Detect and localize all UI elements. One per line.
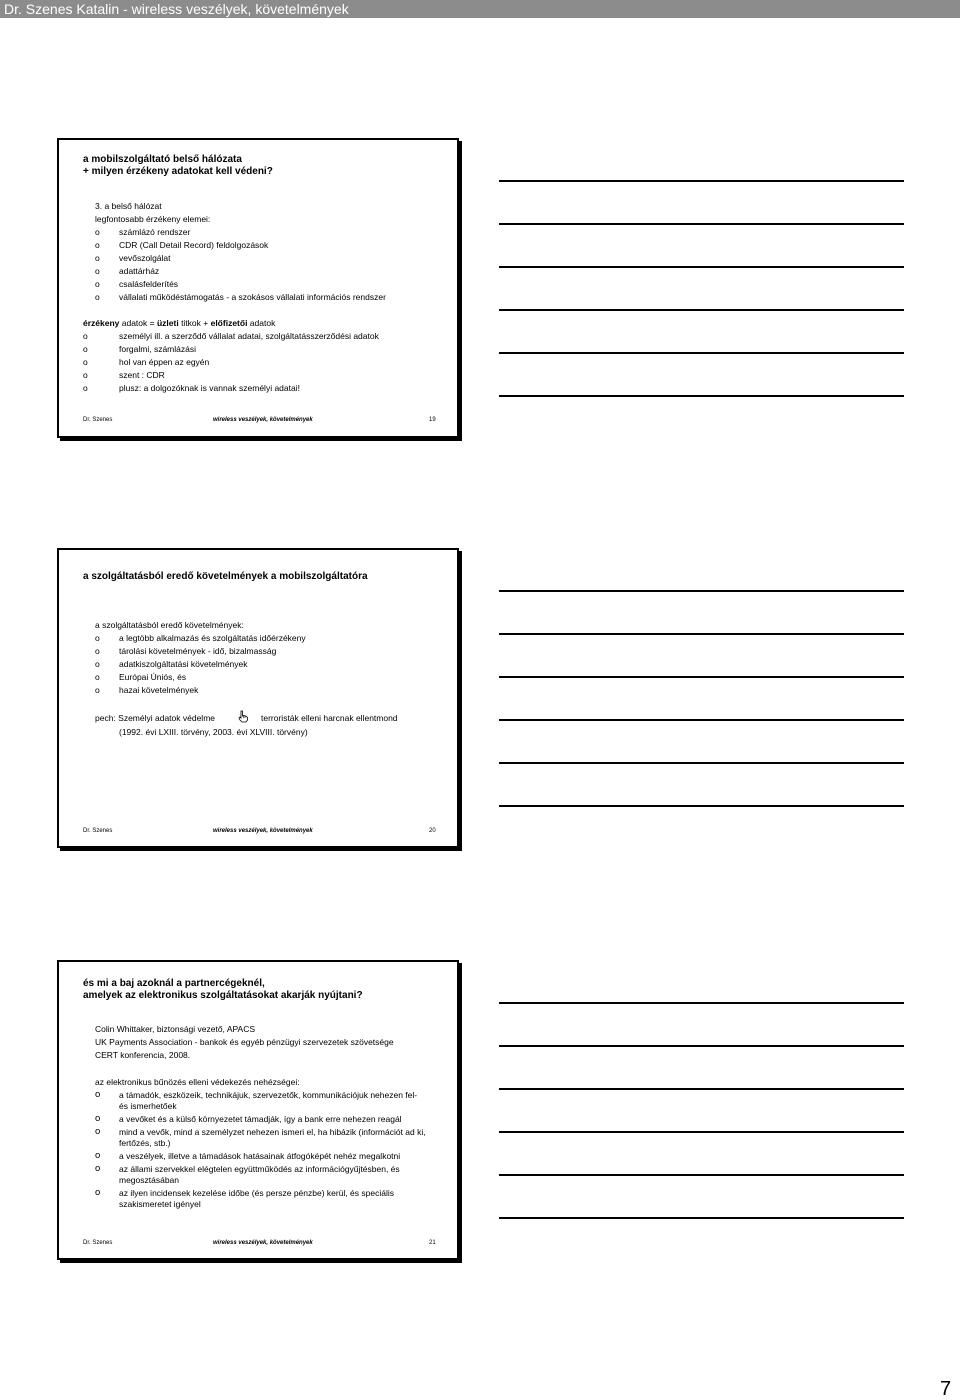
notes-line xyxy=(499,1088,904,1090)
bullet-marker: o xyxy=(95,240,100,250)
pech-line: pech: Személyi adatok védelme xyxy=(95,713,216,723)
list-item-continuation: szakismeretet igényel xyxy=(119,1199,201,1209)
notes-line xyxy=(499,309,904,311)
slide-21 xyxy=(57,960,459,1260)
list-item: hazai követelmények xyxy=(119,685,199,695)
list-item: a veszélyek, illetve a támadások hatásainak átfogóképét nehéz megalkotni xyxy=(119,1151,401,1161)
notes-line xyxy=(499,395,904,397)
intro-line: a szolgáltatásból eredő követelmények: xyxy=(95,620,244,630)
slide-footer-number: 19 xyxy=(429,417,436,423)
notes-line xyxy=(499,1217,904,1219)
list-item: számlázó rendszer xyxy=(119,227,191,237)
list-item: a vevőket és a külső környezetet támadják, így a bank erre nehezen reagál xyxy=(119,1114,402,1124)
notes-line xyxy=(499,1131,904,1133)
notes-line xyxy=(499,180,904,182)
slide-title-line-2: + milyen érzékeny adatokat kell védeni? xyxy=(83,166,273,177)
list-item: adatkiszolgáltatási követelmények xyxy=(119,659,248,669)
slide-title-line-1: a mobilszolgáltató belső hálózata xyxy=(83,154,242,165)
notes-line xyxy=(499,1002,904,1004)
bullet-marker: o xyxy=(95,279,100,289)
bullet-marker: o xyxy=(95,1150,101,1161)
sensitive-data-line xyxy=(83,318,275,328)
slide-footer-topic: wireless veszélyek, követelmények xyxy=(213,828,313,834)
bullet-marker: o xyxy=(83,370,88,380)
pointing-hand-icon xyxy=(237,710,249,723)
bullet-marker: o xyxy=(95,685,100,695)
slide-footer-number: 21 xyxy=(429,1240,436,1246)
sensitive-word: érzékeny xyxy=(83,318,120,328)
list-item: az állami szervekkel elégtelen együttműködés az információgyűjtésben, és xyxy=(119,1164,400,1174)
list-item: mind a vevők, mind a személyzet nehezen ismeri el, ha hibázik (információt ad ki, xyxy=(119,1127,426,1137)
bullet-marker: o xyxy=(95,1126,101,1137)
notes-line xyxy=(499,805,904,807)
slide-footer-topic: wireless veszélyek, követelmények xyxy=(213,1240,313,1246)
notes-line xyxy=(499,676,904,678)
page-number: 7 xyxy=(940,1378,952,1400)
list-item: szent : CDR xyxy=(119,370,165,380)
list-item: az ilyen incidensek kezelése időbe (és persze pénzbe) kerül, és speciális xyxy=(119,1188,394,1198)
bullet-marker: o xyxy=(95,1163,101,1174)
list-item: tárolási követelmények - idő, bizalmasság xyxy=(119,646,277,656)
business-word: üzleti xyxy=(156,318,179,328)
sensitive-text-3: adatok xyxy=(247,318,276,328)
notes-line xyxy=(499,590,904,592)
notes-line xyxy=(499,1045,904,1047)
page-header-title: Dr. Szenes Katalin - wireless veszélyek, követelmények xyxy=(4,1,349,17)
notes-line xyxy=(499,1174,904,1176)
list-item: Európai Úniós, és xyxy=(119,672,187,682)
bullet-marker: o xyxy=(95,1089,101,1100)
list-item: plusz: a dolgozóknak is vannak személyi adatai! xyxy=(119,383,300,393)
intro-line-1: 3. a belső hálózat xyxy=(95,201,162,211)
list-item: hol van éppen az egyén xyxy=(119,357,210,367)
slide-footer-author: Dr. Szenes xyxy=(83,828,113,834)
bullet-marker: o xyxy=(95,1113,101,1124)
list-item: a támadók, eszközeik, technikájuk, szervezetők, kommunikációjuk nehezen fel- xyxy=(119,1090,418,1100)
list-item: személyi ill. a szerződő vállalat adatai, szolgáltatásszerződési adatok xyxy=(119,331,379,341)
slide-footer-author: Dr. Szenes xyxy=(83,1240,113,1246)
slide-footer-author: Dr. Szenes xyxy=(83,417,113,423)
sensitive-text-2: titkok + xyxy=(178,318,211,328)
subscriber-word: előfizetői xyxy=(210,318,248,328)
slide-title-line-1: és mi a baj azoknál a partnercégeknél, xyxy=(83,978,265,989)
notes-line xyxy=(499,633,904,635)
notes-line xyxy=(499,266,904,268)
notes-line xyxy=(499,352,904,354)
bullet-marker: o xyxy=(95,266,100,276)
slide-title: a szolgáltatásból eredő követelmények a mobilszolgáltatóra xyxy=(83,571,368,582)
slide-footer-topic: wireless veszélyek, követelmények xyxy=(213,417,313,423)
bullet-marker: o xyxy=(95,1187,101,1198)
bullet-marker: o xyxy=(83,357,88,367)
list-item: vállalati működéstámogatás - a szokásos vállalati információs rendszer xyxy=(119,292,386,302)
source-line-3: CERT konferencia, 2008. xyxy=(95,1050,191,1060)
source-line-1: Colin Whittaker, biztonsági vezető, APACS xyxy=(95,1024,256,1034)
notes-line xyxy=(499,719,904,721)
list-item-continuation: és ismerhetőek xyxy=(119,1101,177,1111)
list-item: CDR (Call Detail Record) feldolgozások xyxy=(119,240,269,250)
intro-line-2: legfontosabb érzékeny elemei: xyxy=(95,214,211,224)
notes-line xyxy=(499,223,904,225)
list-item-continuation: megosztásában xyxy=(119,1175,180,1185)
pech-right-text: terroristák elleni harcnak ellentmond xyxy=(261,713,398,723)
bullet-marker: o xyxy=(95,633,100,643)
slide-title-line-2: amelyek az elektronikus szolgáltatásokat akarják nyújtani? xyxy=(83,990,363,1001)
slide-20 xyxy=(57,548,459,848)
bullet-marker: o xyxy=(95,646,100,656)
law-reference: (1992. évi LXIII. törvény, 2003. évi XLVIII. törvény) xyxy=(119,727,308,737)
bullet-marker: o xyxy=(95,672,100,682)
list-item: forgalmi, számlázási xyxy=(119,344,196,354)
bullet-marker: o xyxy=(95,292,100,302)
slide-19 xyxy=(57,138,459,438)
list-item-continuation: fertőzés, stb.) xyxy=(119,1138,171,1148)
slide-footer-number: 20 xyxy=(429,828,436,834)
intro-line: az elektronikus bűnözés elleni védekezés nehézségei: xyxy=(95,1077,300,1087)
source-line-2: UK Payments Association - bankok és egyéb pénzügyi szervezetek szövetsége xyxy=(95,1037,394,1047)
bullet-marker: o xyxy=(83,331,88,341)
bullet-marker: o xyxy=(95,659,100,669)
bullet-marker: o xyxy=(95,253,100,263)
list-item: a legtöbb alkalmazás és szolgáltatás időérzékeny xyxy=(119,633,306,643)
bullet-marker: o xyxy=(83,344,88,354)
list-item: adattárház xyxy=(119,266,160,276)
page-header xyxy=(0,0,960,18)
notes-line xyxy=(499,762,904,764)
sensitive-text-1: adatok = xyxy=(119,318,157,328)
list-item: csalásfelderítés xyxy=(119,279,179,289)
bullet-marker: o xyxy=(95,227,100,237)
bullet-marker: o xyxy=(83,383,88,393)
list-item: vevőszolgálat xyxy=(119,253,171,263)
